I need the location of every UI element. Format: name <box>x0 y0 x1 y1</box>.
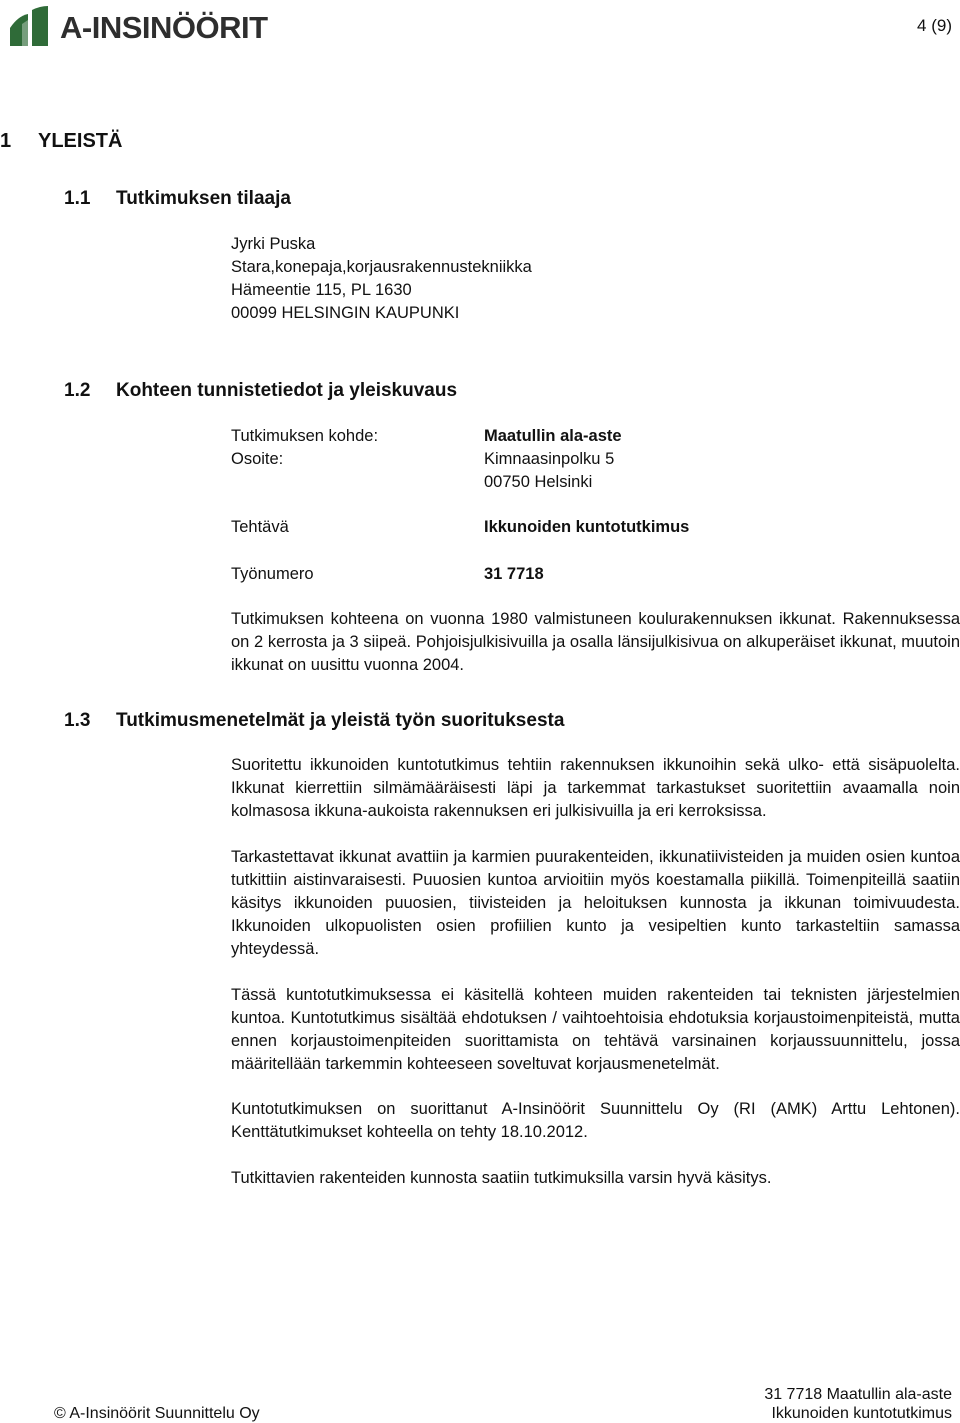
address-line: Hämeentie 115, PL 1630 <box>231 281 412 299</box>
page-number: 4 (9) <box>917 16 952 35</box>
paragraph: Tarkastettavat ikkunat avattiin ja karmien puurakenteiden, ikkunatiivisteiden ja muiden osien kuntoa tutkittiin aistinvaraisesti. Puuosien kuntoa arvioitiin myös koestamalla piikillä. Toimenpiteillä saatiin käsitys ikkunoiden puuosien, tiivisteiden ja heloituksen kunnosta ja ikkunan toimivuudesta. Ikkunoiden ulkopuolisten osien profiilien kunto ja vesipeltien kunto tarkasteltiin samassa yhteydessä. <box>231 848 960 958</box>
tyonumero-value: 31 7718 <box>484 565 544 583</box>
address-line: Stara,konepaja,korjausrakennustekniikka <box>231 258 532 276</box>
footer-copyright: © A-Insinöörit Suunnittelu Oy <box>54 1405 260 1422</box>
description-paragraph: Tutkimuksen kohteena on vuonna 1980 valmistuneen koulurakennuksen ikkunat. Rakennuksessa on 2 kerrosta ja 3 siipeä. Pohjoisjulkisivuilla ja osalla länsijulkisivua on alkuperäiset ikkunat, muutoin ikkunat on uusittu vuonna 2004. <box>231 610 960 674</box>
kohde-label: Tutkimuksen kohde: <box>231 427 379 445</box>
osoite-label: Osoite: <box>231 450 284 468</box>
company-logo <box>8 6 288 50</box>
section-number: 1.2 <box>64 380 91 401</box>
paragraph: Tutkittavien rakenteiden kunnosta saatiin tutkimuksilla varsin hyvä käsitys. <box>231 1169 772 1187</box>
section-1-1-heading <box>64 188 291 210</box>
footer-document-title: Ikkunoiden kuntotutkimus <box>771 1405 952 1422</box>
kohde-value: Maatullin ala-aste <box>484 427 622 445</box>
section-number: 1.1 <box>64 188 91 209</box>
paragraph: Kuntotutkimuksen on suorittanut A-Insinöörit Suunnittelu Oy (RI (AMK) Arttu Lehtonen). Kenttätutkimukset kohteella on tehty 18.10.2012. <box>231 1100 960 1141</box>
paragraph: Suoritettu ikkunoiden kuntotutkimus tehtiin rakennuksen ikkunoihin sekä ulko- että sisäpuolelta. Ikkunat kierrettiin silmämääräisesti läpi ja tarkemmat tarkastukset suoritettiin avaamalla noin kolmasosa ikkuna-aukoista rakennuksen eri julkisivuilla ja eri kerroksissa. <box>231 756 960 820</box>
address-line: 00099 HELSINGIN KAUPUNKI <box>231 304 460 322</box>
section-title: Kohteen tunnistetiedot ja yleiskuvaus <box>116 380 458 401</box>
paragraph: Tässä kuntotutkimuksessa ei käsitellä kohteen muiden rakenteiden tai teknisten järjestelmien kuntoa. Kuntotutkimus sisältää ehdotuksen / vaihtoehtoisia ehdotuksia korjaustoimenpiteistä, mutta ennen korjaustoimenpiteiden suorittamista on tehtävä varsinainen korjaussuunnittelu, jossa määritellään tarkemmin kohteeseen soveltuvat korjausmenetelmät. <box>231 986 960 1073</box>
osoite-line-2: 00750 Helsinki <box>484 473 593 491</box>
section-number: 1 <box>0 130 12 152</box>
tehtava-label: Tehtävä <box>231 518 289 536</box>
tyonumero-label: Työnumero <box>231 565 314 583</box>
section-1-3-heading <box>64 710 564 732</box>
section-1-2-heading <box>64 380 457 402</box>
footer-project: 31 7718 Maatullin ala-aste <box>764 1386 952 1403</box>
footer-right <box>764 1385 952 1423</box>
section-title: YLEISTÄ <box>38 130 123 152</box>
section-number: 1.3 <box>64 710 91 731</box>
osoite-line-1: Kimnaasinpolku 5 <box>484 450 615 468</box>
section-1-heading <box>0 130 122 153</box>
section-title: Tutkimuksen tilaaja <box>116 188 291 209</box>
section-title: Tutkimusmenetelmät ja yleistä työn suorituksesta <box>116 710 565 731</box>
logo-mark-icon <box>8 6 54 46</box>
address-line: Jyrki Puska <box>231 235 316 253</box>
tehtava-value: Ikkunoiden kuntotutkimus <box>484 518 690 536</box>
logo-text: A-INSINÖÖRIT <box>60 10 268 45</box>
